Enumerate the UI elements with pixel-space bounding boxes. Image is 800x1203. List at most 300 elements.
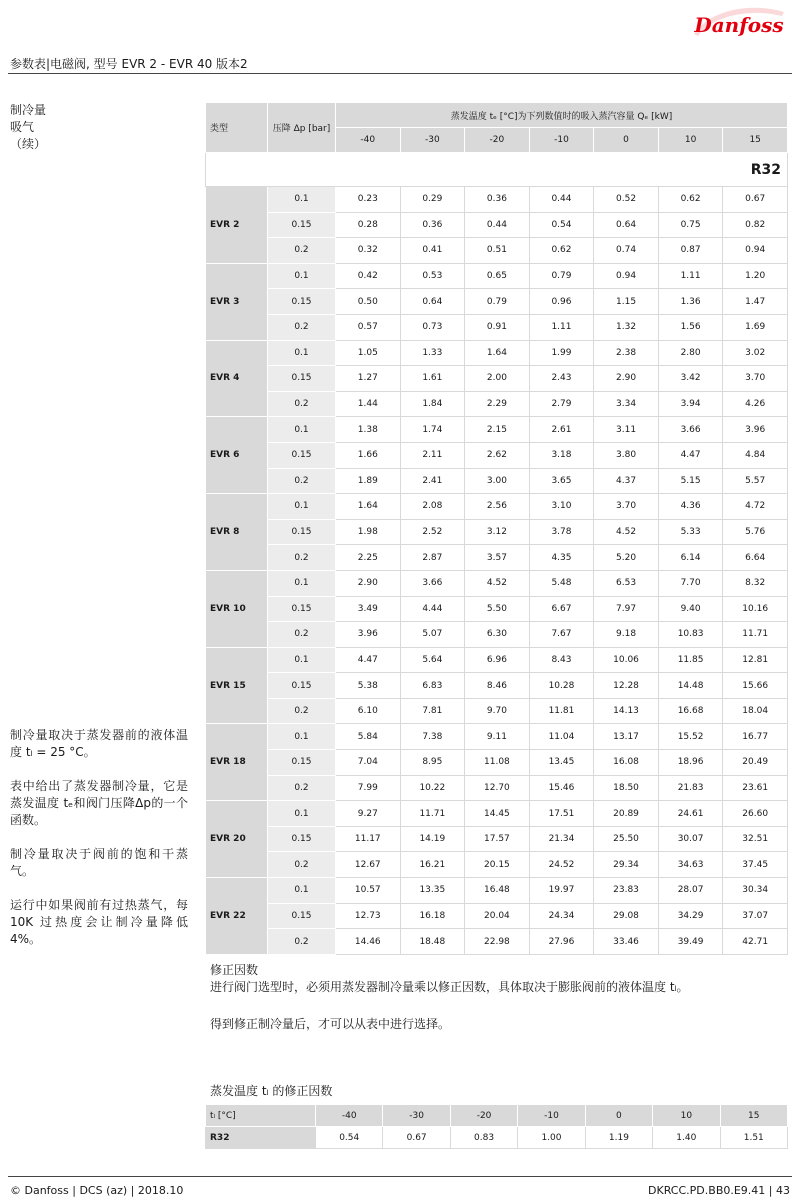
capacity-cell: 10.22	[400, 775, 465, 801]
capacity-cell: 5.50	[465, 596, 530, 622]
pressure-drop-cell: 0.1	[268, 647, 336, 673]
capacity-cell: 11.81	[529, 698, 594, 724]
capacity-cell: 16.77	[723, 724, 788, 750]
capacity-cell: 16.68	[658, 698, 723, 724]
capacity-cell: 1.61	[400, 366, 465, 392]
capacity-cell: 7.70	[658, 570, 723, 596]
capacity-cell: 1.11	[658, 263, 723, 289]
capacity-cell: 42.71	[723, 929, 788, 955]
capacity-cell: 12.28	[594, 673, 659, 699]
capacity-cell: 0.62	[529, 238, 594, 264]
capacity-cell: 3.96	[336, 622, 401, 648]
correction-factor-cell: 1.19	[585, 1127, 652, 1149]
capacity-cell: 2.61	[529, 417, 594, 443]
capacity-cell: 14.45	[465, 801, 530, 827]
table-row	[206, 647, 788, 673]
capacity-cell: 17.51	[529, 801, 594, 827]
header-rule	[8, 73, 792, 74]
capacity-cell: 10.28	[529, 673, 594, 699]
capacity-cell: 0.82	[723, 212, 788, 238]
capacity-cell: 27.96	[529, 929, 594, 955]
capacity-cell: 0.42	[336, 263, 401, 289]
capacity-cell: 2.52	[400, 519, 465, 545]
table-row	[206, 519, 788, 545]
capacity-cell: 3.70	[594, 494, 659, 520]
capacity-cell: 4.72	[723, 494, 788, 520]
capacity-cell: 5.64	[400, 647, 465, 673]
capacity-cell: 15.52	[658, 724, 723, 750]
section-heading-line: 吸气	[10, 120, 35, 134]
capacity-cell: 5.15	[658, 468, 723, 494]
correction-table-title: 蒸发温度 tₗ 的修正因数	[210, 1084, 333, 1098]
valve-type: EVR 20	[206, 801, 268, 878]
correction-header-label: tₗ [°C]	[206, 1105, 316, 1127]
capacity-cell: 3.11	[594, 417, 659, 443]
capacity-cell: 0.96	[529, 289, 594, 315]
capacity-cell: 9.27	[336, 801, 401, 827]
temp-column-header: -40	[336, 128, 401, 153]
capacity-cell: 24.34	[529, 903, 594, 929]
capacity-cell: 2.90	[336, 570, 401, 596]
capacity-cell: 17.57	[465, 826, 530, 852]
table-row	[206, 724, 788, 750]
capacity-cell: 4.37	[594, 468, 659, 494]
capacity-cell: 0.28	[336, 212, 401, 238]
pressure-drop-cell: 0.2	[268, 775, 336, 801]
capacity-cell: 5.76	[723, 519, 788, 545]
capacity-cell: 6.30	[465, 622, 530, 648]
capacity-cell: 11.08	[465, 750, 530, 776]
capacity-cell: 3.34	[594, 391, 659, 417]
capacity-cell: 0.75	[658, 212, 723, 238]
capacity-cell: 5.07	[400, 622, 465, 648]
capacity-cell: 0.79	[529, 263, 594, 289]
capacity-cell: 19.97	[529, 878, 594, 904]
table-row	[206, 801, 788, 827]
capacity-cell: 11.04	[529, 724, 594, 750]
capacity-cell: 3.12	[465, 519, 530, 545]
capacity-cell: 8.46	[465, 673, 530, 699]
capacity-cell: 0.41	[400, 238, 465, 264]
capacity-cell: 1.98	[336, 519, 401, 545]
capacity-cell: 7.38	[400, 724, 465, 750]
capacity-cell: 0.73	[400, 314, 465, 340]
capacity-cell: 29.08	[594, 903, 659, 929]
capacity-cell: 26.60	[723, 801, 788, 827]
side-note: 制冷量取决于阀前的饱和干蒸气。	[10, 847, 188, 878]
table-row	[206, 545, 788, 571]
capacity-cell: 1.38	[336, 417, 401, 443]
table-row	[206, 852, 788, 878]
capacity-cell: 7.97	[594, 596, 659, 622]
table-row	[206, 289, 788, 315]
capacity-cell: 3.65	[529, 468, 594, 494]
capacity-cell: 2.80	[658, 340, 723, 366]
doc-title: 参数表|电磁阀, 型号 EVR 2 - EVR 40 版本2	[10, 57, 248, 71]
capacity-cell: 8.43	[529, 647, 594, 673]
capacity-cell: 0.74	[594, 238, 659, 264]
capacity-cell: 34.29	[658, 903, 723, 929]
table-row	[206, 340, 788, 366]
pressure-drop-cell: 0.1	[268, 187, 336, 213]
capacity-cell: 1.69	[723, 314, 788, 340]
correction-temp-header: 10	[653, 1105, 720, 1127]
pressure-drop-cell: 0.2	[268, 238, 336, 264]
capacity-cell: 3.66	[400, 570, 465, 596]
correction-factor-cell: 0.67	[383, 1127, 450, 1149]
capacity-cell: 3.57	[465, 545, 530, 571]
section-heading-line: 制冷量	[10, 103, 47, 117]
capacity-cell: 5.57	[723, 468, 788, 494]
correction-factor-cell: 1.00	[518, 1127, 585, 1149]
capacity-cell: 0.79	[465, 289, 530, 315]
capacity-cell: 10.06	[594, 647, 659, 673]
pressure-drop-cell: 0.1	[268, 878, 336, 904]
capacity-cell: 3.49	[336, 596, 401, 622]
capacity-cell: 0.94	[723, 238, 788, 264]
capacity-cell: 0.67	[723, 187, 788, 213]
pressure-drop-cell: 0.1	[268, 263, 336, 289]
valve-type: EVR 6	[206, 417, 268, 494]
capacity-cell: 3.78	[529, 519, 594, 545]
capacity-cell: 3.66	[658, 417, 723, 443]
table-row	[206, 570, 788, 596]
type-header: 类型	[206, 103, 268, 153]
capacity-cell: 0.50	[336, 289, 401, 315]
capacity-cell: 14.19	[400, 826, 465, 852]
pressure-drop-cell: 0.2	[268, 468, 336, 494]
capacity-cell: 32.51	[723, 826, 788, 852]
pressure-drop-cell: 0.15	[268, 826, 336, 852]
capacity-cell: 0.62	[658, 187, 723, 213]
capacity-cell: 1.56	[658, 314, 723, 340]
temp-column-header: -30	[400, 128, 465, 153]
pressure-drop-cell: 0.1	[268, 340, 336, 366]
capacity-cell: 1.20	[723, 263, 788, 289]
capacity-cell: 1.84	[400, 391, 465, 417]
footer-right: DKRCC.PD.BB0.E9.41 | 43	[648, 1184, 790, 1197]
pressure-drop-cell: 0.15	[268, 596, 336, 622]
capacity-cell: 2.08	[400, 494, 465, 520]
capacity-cell: 20.04	[465, 903, 530, 929]
capacity-cell: 2.38	[594, 340, 659, 366]
pressure-drop-cell: 0.2	[268, 545, 336, 571]
capacity-cell: 4.47	[336, 647, 401, 673]
pressure-drop-cell: 0.2	[268, 391, 336, 417]
capacity-cell: 4.44	[400, 596, 465, 622]
capacity-table	[205, 102, 788, 955]
capacity-cell: 1.66	[336, 442, 401, 468]
capacity-cell: 0.54	[529, 212, 594, 238]
capacity-cell: 1.74	[400, 417, 465, 443]
valve-type: EVR 2	[206, 187, 268, 264]
capacity-cell: 10.83	[658, 622, 723, 648]
capacity-cell: 34.63	[658, 852, 723, 878]
capacity-cell: 3.10	[529, 494, 594, 520]
capacity-cell: 1.33	[400, 340, 465, 366]
capacity-cell: 11.71	[723, 622, 788, 648]
capacity-cell: 10.57	[336, 878, 401, 904]
pressure-drop-cell: 0.15	[268, 519, 336, 545]
capacity-cell: 12.81	[723, 647, 788, 673]
capacity-cell: 8.32	[723, 570, 788, 596]
side-note: 制冷量取决于蒸发器前的液体温度 tₗ = 25 °C。	[10, 728, 188, 759]
capacity-cell: 5.38	[336, 673, 401, 699]
capacity-cell: 20.89	[594, 801, 659, 827]
table-row	[206, 238, 788, 264]
pressure-drop-cell: 0.15	[268, 750, 336, 776]
table-row	[206, 442, 788, 468]
capacity-cell: 9.40	[658, 596, 723, 622]
capacity-cell: 3.42	[658, 366, 723, 392]
capacity-cell: 12.67	[336, 852, 401, 878]
capacity-cell: 6.96	[465, 647, 530, 673]
capacity-cell: 8.95	[400, 750, 465, 776]
correction-temp-header: -40	[316, 1105, 383, 1127]
table-row	[206, 417, 788, 443]
pressure-drop-cell: 0.15	[268, 442, 336, 468]
correction-text: 进行阀门选型时，必须用蒸发器制冷量乘以修正因数，具体取决于膨胀阀前的液体温度 tₗ。	[210, 980, 689, 994]
capacity-cell: 1.44	[336, 391, 401, 417]
capacity-cell: 2.15	[465, 417, 530, 443]
capacity-cell: 2.62	[465, 442, 530, 468]
pressure-drop-cell: 0.1	[268, 417, 336, 443]
capacity-cell: 30.34	[723, 878, 788, 904]
side-note: 运行中如果阀前有过热蒸气，每 10K 过热度会让制冷量降低 4%。	[10, 898, 188, 946]
capacity-cell: 28.07	[658, 878, 723, 904]
capacity-cell: 37.07	[723, 903, 788, 929]
capacity-cell: 13.35	[400, 878, 465, 904]
capacity-cell: 18.48	[400, 929, 465, 955]
capacity-cell: 14.48	[658, 673, 723, 699]
pressure-drop-cell: 0.2	[268, 698, 336, 724]
valve-type: EVR 22	[206, 878, 268, 955]
capacity-cell: 1.11	[529, 314, 594, 340]
capacity-cell: 20.15	[465, 852, 530, 878]
capacity-cell: 0.53	[400, 263, 465, 289]
capacity-cell: 18.50	[594, 775, 659, 801]
capacity-cell: 3.02	[723, 340, 788, 366]
correction-row-label: R32	[206, 1127, 316, 1149]
capacity-cell: 2.90	[594, 366, 659, 392]
temp-column-header: 10	[658, 128, 723, 153]
correction-temp-header: 15	[720, 1105, 787, 1127]
capacity-cell: 0.52	[594, 187, 659, 213]
capacity-cell: 37.45	[723, 852, 788, 878]
capacity-cell: 0.44	[465, 212, 530, 238]
capacity-cell: 6.10	[336, 698, 401, 724]
capacity-cell: 13.17	[594, 724, 659, 750]
capacity-cell: 23.61	[723, 775, 788, 801]
capacity-cell: 0.65	[465, 263, 530, 289]
capacity-cell: 1.64	[465, 340, 530, 366]
capacity-cell: 1.47	[723, 289, 788, 315]
capacity-cell: 0.23	[336, 187, 401, 213]
capacity-cell: 15.66	[723, 673, 788, 699]
footer-rule	[8, 1176, 792, 1177]
valve-type: EVR 18	[206, 724, 268, 801]
pressure-drop-cell: 0.2	[268, 622, 336, 648]
capacity-cell: 1.05	[336, 340, 401, 366]
capacity-cell: 2.56	[465, 494, 530, 520]
table-row	[206, 187, 788, 213]
pressure-drop-cell: 0.1	[268, 570, 336, 596]
pressure-drop-cell: 0.15	[268, 673, 336, 699]
correction-temp-header: -20	[450, 1105, 517, 1127]
capacity-cell: 12.73	[336, 903, 401, 929]
logo-wordmark: Danfoss	[694, 13, 784, 37]
valve-type: EVR 4	[206, 340, 268, 417]
capacity-cell: 21.34	[529, 826, 594, 852]
capacity-cell: 21.83	[658, 775, 723, 801]
capacity-cell: 4.26	[723, 391, 788, 417]
correction-factor-cell: 0.54	[316, 1127, 383, 1149]
capacity-cell: 0.29	[400, 187, 465, 213]
table-row	[206, 391, 788, 417]
table-row	[206, 494, 788, 520]
section-heading-line: （续）	[10, 137, 47, 151]
capacity-cell: 7.04	[336, 750, 401, 776]
capacity-cell: 11.17	[336, 826, 401, 852]
pressure-drop-cell: 0.1	[268, 724, 336, 750]
table-row	[206, 826, 788, 852]
capacity-cell: 23.83	[594, 878, 659, 904]
capacity-cell: 12.70	[465, 775, 530, 801]
capacity-cell: 6.83	[400, 673, 465, 699]
valve-type: EVR 10	[206, 570, 268, 647]
capacity-cell: 2.11	[400, 442, 465, 468]
capacity-cell: 5.20	[594, 545, 659, 571]
capacity-cell: 1.89	[336, 468, 401, 494]
temp-column-header: 15	[723, 128, 788, 153]
pressure-drop-cell: 0.1	[268, 494, 336, 520]
capacity-cell: 33.46	[594, 929, 659, 955]
section-heading	[10, 102, 46, 153]
table-row	[206, 750, 788, 776]
capacity-cell: 1.64	[336, 494, 401, 520]
capacity-cell: 0.36	[465, 187, 530, 213]
correction-temp-header: 0	[585, 1105, 652, 1127]
correction-heading: 修正因数	[210, 963, 259, 977]
capacity-cell: 7.81	[400, 698, 465, 724]
capacity-cell: 0.57	[336, 314, 401, 340]
capacity-cell: 6.14	[658, 545, 723, 571]
capacity-cell: 1.15	[594, 289, 659, 315]
capacity-cell: 0.64	[594, 212, 659, 238]
footer-left: © Danfoss | DCS (az) | 2018.10	[10, 1184, 184, 1197]
table-row	[206, 878, 788, 904]
capacity-cell: 15.46	[529, 775, 594, 801]
capacity-cell: 24.52	[529, 852, 594, 878]
capacity-cell: 0.44	[529, 187, 594, 213]
capacity-cell: 10.16	[723, 596, 788, 622]
table-row	[206, 775, 788, 801]
capacity-cell: 7.67	[529, 622, 594, 648]
capacity-cell: 6.67	[529, 596, 594, 622]
correction-factor-cell: 0.83	[450, 1127, 517, 1149]
valve-type: EVR 3	[206, 263, 268, 340]
capacity-cell: 16.21	[400, 852, 465, 878]
capacity-cell: 0.94	[594, 263, 659, 289]
capacity-cell: 3.80	[594, 442, 659, 468]
temp-column-header: -20	[465, 128, 530, 153]
capacity-cell: 18.96	[658, 750, 723, 776]
correction-temp-header: -30	[383, 1105, 450, 1127]
capacity-cell: 16.08	[594, 750, 659, 776]
capacity-cell: 1.99	[529, 340, 594, 366]
table-row	[206, 263, 788, 289]
capacity-cell: 4.47	[658, 442, 723, 468]
capacity-cell: 5.33	[658, 519, 723, 545]
capacity-cell: 16.18	[400, 903, 465, 929]
capacity-cell: 3.18	[529, 442, 594, 468]
capacity-cell: 9.11	[465, 724, 530, 750]
capacity-cell: 2.43	[529, 366, 594, 392]
capacity-cell: 3.94	[658, 391, 723, 417]
pressure-drop-cell: 0.2	[268, 314, 336, 340]
capacity-cell: 4.52	[594, 519, 659, 545]
capacity-cell: 2.29	[465, 391, 530, 417]
table-row	[206, 212, 788, 238]
capacity-cell: 3.96	[723, 417, 788, 443]
capacity-cell: 25.50	[594, 826, 659, 852]
capacity-cell: 14.46	[336, 929, 401, 955]
capacity-cell: 22.98	[465, 929, 530, 955]
temp-column-header: -10	[529, 128, 594, 153]
capacity-cell: 9.70	[465, 698, 530, 724]
capacity-cell: 3.00	[465, 468, 530, 494]
capacity-cell: 20.49	[723, 750, 788, 776]
table-row	[206, 314, 788, 340]
table-row	[206, 468, 788, 494]
capacity-cell: 3.70	[723, 366, 788, 392]
valve-type: EVR 8	[206, 494, 268, 571]
capacity-cell: 9.18	[594, 622, 659, 648]
correction-factor-cell: 1.51	[720, 1127, 787, 1149]
capacity-cell: 0.91	[465, 314, 530, 340]
table-row	[206, 596, 788, 622]
pressure-drop-cell: 0.15	[268, 212, 336, 238]
capacity-cell: 14.13	[594, 698, 659, 724]
capacity-cell: 11.85	[658, 647, 723, 673]
capacity-cell: 4.35	[529, 545, 594, 571]
capacity-cell: 39.49	[658, 929, 723, 955]
pressure-drop-cell: 0.2	[268, 929, 336, 955]
correction-section	[210, 962, 770, 1033]
correction-table	[205, 1104, 788, 1149]
capacity-cell: 18.04	[723, 698, 788, 724]
valve-type: EVR 15	[206, 647, 268, 724]
capacity-cell: 24.61	[658, 801, 723, 827]
capacity-cell: 0.51	[465, 238, 530, 264]
capacity-cell: 7.99	[336, 775, 401, 801]
capacity-cell: 0.36	[400, 212, 465, 238]
table-row	[206, 929, 788, 955]
capacity-cell: 2.87	[400, 545, 465, 571]
correction-temp-header: -10	[518, 1105, 585, 1127]
temp-column-header: 0	[594, 128, 659, 153]
table-row	[206, 698, 788, 724]
table-row	[206, 622, 788, 648]
side-note: 表中给出了蒸发器制冷量，它是蒸发温度 tₑ和阀门压降Δp的一个函数。	[10, 779, 188, 827]
capacity-cell: 6.53	[594, 570, 659, 596]
capacity-cell: 2.41	[400, 468, 465, 494]
capacity-cell: 4.36	[658, 494, 723, 520]
capacity-cell: 29.34	[594, 852, 659, 878]
pressure-drop-header-text: 压降 Δp [bar]	[272, 124, 331, 134]
pressure-drop-cell: 0.15	[268, 903, 336, 929]
capacity-cell: 4.52	[465, 570, 530, 596]
